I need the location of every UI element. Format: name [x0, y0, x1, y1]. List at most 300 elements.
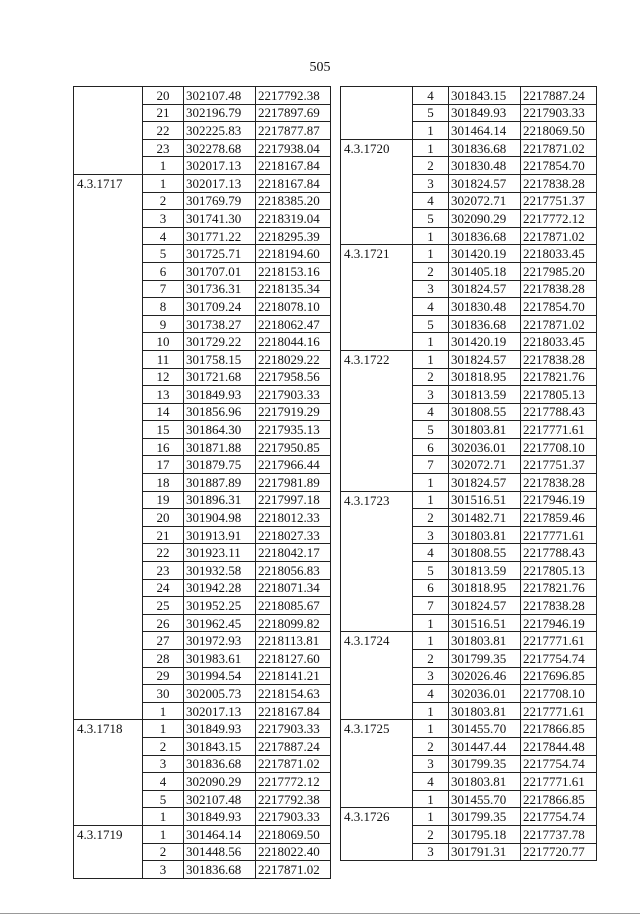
x-coordinate-cell: 302017.13	[184, 174, 256, 192]
table-row	[74, 790, 331, 808]
point-number-cell: 21	[143, 104, 184, 122]
y-coordinate-cell: 2217771.61	[521, 421, 597, 439]
point-number-cell: 21	[143, 526, 184, 544]
x-coordinate-cell: 302036.01	[449, 685, 521, 703]
y-coordinate-cell: 2218153.16	[256, 262, 331, 280]
table-row	[74, 333, 331, 351]
y-coordinate-cell: 2217844.48	[521, 737, 597, 755]
x-coordinate-cell: 301849.93	[184, 720, 256, 738]
y-coordinate-cell: 2218167.84	[256, 702, 331, 720]
x-coordinate-cell: 301942.28	[184, 579, 256, 597]
x-coordinate-cell: 301741.30	[184, 210, 256, 228]
point-number-cell: 3	[413, 386, 449, 404]
x-coordinate-cell: 301849.93	[449, 104, 521, 122]
parcel-id-cell	[74, 808, 143, 826]
y-coordinate-cell: 2217792.38	[256, 87, 331, 105]
parcel-id-cell	[74, 192, 143, 210]
coordinates-table-left	[73, 86, 331, 879]
point-number-cell: 2	[413, 262, 449, 280]
parcel-id-cell	[341, 544, 413, 562]
parcel-id-cell: 4.3.1720	[341, 139, 413, 157]
point-number-cell: 2	[413, 650, 449, 668]
point-number-cell: 5	[413, 104, 449, 122]
parcel-id-cell	[74, 737, 143, 755]
point-number-cell: 4	[143, 773, 184, 791]
x-coordinate-cell: 301836.68	[184, 861, 256, 879]
x-coordinate-cell: 301516.51	[449, 614, 521, 632]
point-number-cell: 25	[143, 597, 184, 615]
parcel-id-cell	[74, 579, 143, 597]
point-number-cell: 1	[143, 808, 184, 826]
point-number-cell: 4	[143, 227, 184, 245]
table-row	[341, 104, 597, 122]
table-row	[341, 526, 597, 544]
table-row	[341, 808, 597, 826]
point-number-cell: 4	[413, 544, 449, 562]
point-number-cell: 3	[413, 755, 449, 773]
table-row	[74, 614, 331, 632]
table-row	[341, 579, 597, 597]
table-row	[341, 843, 597, 861]
table-row	[74, 87, 331, 105]
parcel-id-cell	[74, 614, 143, 632]
y-coordinate-cell: 2218194.60	[256, 245, 331, 263]
point-number-cell: 4	[413, 773, 449, 791]
parcel-id-cell	[341, 790, 413, 808]
y-coordinate-cell: 2218141.21	[256, 667, 331, 685]
y-coordinate-cell: 2218099.82	[256, 614, 331, 632]
point-number-cell: 26	[143, 614, 184, 632]
y-coordinate-cell: 2218069.50	[521, 122, 597, 140]
parcel-id-cell: 4.3.1722	[341, 350, 413, 368]
point-number-cell: 3	[143, 210, 184, 228]
table-row	[341, 139, 597, 157]
x-coordinate-cell: 301729.22	[184, 333, 256, 351]
parcel-id-cell	[341, 614, 413, 632]
x-coordinate-cell: 301856.96	[184, 403, 256, 421]
parcel-id-cell	[74, 315, 143, 333]
parcel-id-cell	[341, 298, 413, 316]
parcel-id-cell	[74, 632, 143, 650]
parcel-id-cell	[74, 667, 143, 685]
point-number-cell: 13	[143, 386, 184, 404]
table-row	[341, 87, 597, 105]
table-row	[74, 843, 331, 861]
point-number-cell: 1	[413, 632, 449, 650]
x-coordinate-cell: 302090.29	[184, 773, 256, 791]
table-row	[341, 509, 597, 527]
table-row	[74, 157, 331, 175]
parcel-id-cell	[74, 421, 143, 439]
x-coordinate-cell: 301808.55	[449, 403, 521, 421]
y-coordinate-cell: 2218295.39	[256, 227, 331, 245]
table-row	[74, 210, 331, 228]
point-number-cell: 17	[143, 456, 184, 474]
x-coordinate-cell: 302225.83	[184, 122, 256, 140]
table-row	[341, 438, 597, 456]
x-coordinate-cell: 301972.93	[184, 632, 256, 650]
x-coordinate-cell: 302107.48	[184, 87, 256, 105]
x-coordinate-cell: 301405.18	[449, 262, 521, 280]
table-row	[74, 825, 331, 843]
point-number-cell: 1	[143, 720, 184, 738]
table-row	[74, 122, 331, 140]
x-coordinate-cell: 301824.57	[449, 597, 521, 615]
point-number-cell: 2	[143, 192, 184, 210]
parcel-id-cell	[341, 650, 413, 668]
x-coordinate-cell: 301818.95	[449, 368, 521, 386]
x-coordinate-cell: 301799.35	[449, 650, 521, 668]
table-row	[341, 368, 597, 386]
y-coordinate-cell: 2218056.83	[256, 562, 331, 580]
x-coordinate-cell: 301455.70	[449, 790, 521, 808]
parcel-id-cell	[341, 737, 413, 755]
y-coordinate-cell: 2217897.69	[256, 104, 331, 122]
point-number-cell: 5	[143, 245, 184, 263]
parcel-id-cell	[74, 650, 143, 668]
y-coordinate-cell: 2218033.45	[521, 333, 597, 351]
y-coordinate-cell: 2217859.46	[521, 509, 597, 527]
point-number-cell: 1	[143, 825, 184, 843]
y-coordinate-cell: 2217958.56	[256, 368, 331, 386]
x-coordinate-cell: 302196.79	[184, 104, 256, 122]
table-row	[341, 825, 597, 843]
table-row	[74, 755, 331, 773]
parcel-id-cell	[341, 685, 413, 703]
parcel-id-cell	[74, 526, 143, 544]
x-coordinate-cell: 301818.95	[449, 579, 521, 597]
point-number-cell: 1	[413, 702, 449, 720]
y-coordinate-cell: 2217788.43	[521, 403, 597, 421]
x-coordinate-cell: 302107.48	[184, 790, 256, 808]
y-coordinate-cell: 2217838.28	[521, 280, 597, 298]
x-coordinate-cell: 301482.71	[449, 509, 521, 527]
y-coordinate-cell: 2217887.24	[521, 87, 597, 105]
parcel-id-cell	[74, 245, 143, 263]
table-row	[341, 614, 597, 632]
point-number-cell: 4	[413, 192, 449, 210]
point-number-cell: 3	[413, 843, 449, 861]
y-coordinate-cell: 2217771.61	[521, 632, 597, 650]
x-coordinate-cell: 301799.35	[449, 755, 521, 773]
parcel-id-cell	[74, 368, 143, 386]
y-coordinate-cell: 2217887.24	[256, 737, 331, 755]
y-coordinate-cell: 2217696.85	[521, 667, 597, 685]
point-number-cell: 12	[143, 368, 184, 386]
table-row	[74, 667, 331, 685]
x-coordinate-cell: 301516.51	[449, 491, 521, 509]
table-row	[341, 667, 597, 685]
y-coordinate-cell: 2218154.63	[256, 685, 331, 703]
x-coordinate-cell: 301836.68	[449, 139, 521, 157]
y-coordinate-cell: 2217871.02	[521, 315, 597, 333]
y-coordinate-cell: 2217838.28	[521, 350, 597, 368]
table-row	[341, 650, 597, 668]
x-coordinate-cell: 301803.81	[449, 632, 521, 650]
parcel-id-cell	[341, 843, 413, 861]
y-coordinate-cell: 2218062.47	[256, 315, 331, 333]
point-number-cell: 1	[413, 720, 449, 738]
table-row	[341, 315, 597, 333]
table-row	[341, 227, 597, 245]
table-row	[341, 474, 597, 492]
y-coordinate-cell: 2217981.89	[256, 474, 331, 492]
y-coordinate-cell: 2218319.04	[256, 210, 331, 228]
parcel-id-cell	[341, 280, 413, 298]
parcel-id-cell: 4.3.1726	[341, 808, 413, 826]
x-coordinate-cell: 302017.13	[184, 157, 256, 175]
x-coordinate-cell: 302072.71	[449, 192, 521, 210]
parcel-id-cell	[341, 597, 413, 615]
point-number-cell: 2	[413, 737, 449, 755]
x-coordinate-cell: 301983.61	[184, 650, 256, 668]
table-row	[74, 139, 331, 157]
table-row	[341, 632, 597, 650]
parcel-id-cell	[74, 403, 143, 421]
x-coordinate-cell: 301803.81	[449, 773, 521, 791]
y-coordinate-cell: 2217871.02	[521, 139, 597, 157]
x-coordinate-cell: 301813.59	[449, 386, 521, 404]
table-row	[341, 192, 597, 210]
parcel-id-cell	[341, 562, 413, 580]
point-number-cell: 1	[413, 491, 449, 509]
x-coordinate-cell: 301843.15	[184, 737, 256, 755]
parcel-id-cell	[74, 139, 143, 157]
y-coordinate-cell: 2218012.33	[256, 509, 331, 527]
y-coordinate-cell: 2217821.76	[521, 368, 597, 386]
x-coordinate-cell: 301464.14	[449, 122, 521, 140]
y-coordinate-cell: 2218113.81	[256, 632, 331, 650]
parcel-id-cell	[341, 262, 413, 280]
parcel-id-cell	[74, 438, 143, 456]
table-row	[341, 702, 597, 720]
x-coordinate-cell: 301795.18	[449, 825, 521, 843]
point-number-cell: 2	[413, 368, 449, 386]
point-number-cell: 6	[413, 579, 449, 597]
table-row	[74, 421, 331, 439]
point-number-cell: 29	[143, 667, 184, 685]
table-row	[74, 368, 331, 386]
point-number-cell: 5	[143, 790, 184, 808]
y-coordinate-cell: 2217838.28	[521, 174, 597, 192]
table-row	[74, 562, 331, 580]
parcel-id-cell	[74, 157, 143, 175]
table-row	[74, 685, 331, 703]
table-row	[74, 104, 331, 122]
point-number-cell: 2	[143, 843, 184, 861]
y-coordinate-cell: 2217771.61	[521, 702, 597, 720]
point-number-cell: 1	[413, 227, 449, 245]
point-number-cell: 23	[143, 562, 184, 580]
table-row	[341, 403, 597, 421]
parcel-id-cell: 4.3.1725	[341, 720, 413, 738]
point-number-cell: 2	[413, 509, 449, 527]
point-number-cell: 18	[143, 474, 184, 492]
page-number: 505	[309, 60, 331, 75]
x-coordinate-cell: 301824.57	[449, 350, 521, 368]
parcel-id-cell: 4.3.1723	[341, 491, 413, 509]
y-coordinate-cell: 2218085.67	[256, 597, 331, 615]
parcel-id-cell	[74, 702, 143, 720]
x-coordinate-cell: 301447.44	[449, 737, 521, 755]
x-coordinate-cell: 301813.59	[449, 562, 521, 580]
y-coordinate-cell: 2217751.37	[521, 192, 597, 210]
y-coordinate-cell: 2217821.76	[521, 579, 597, 597]
parcel-id-cell	[341, 315, 413, 333]
point-number-cell: 1	[413, 245, 449, 263]
parcel-id-cell	[341, 227, 413, 245]
y-coordinate-cell: 2217877.87	[256, 122, 331, 140]
x-coordinate-cell: 301830.48	[449, 157, 521, 175]
table-row	[74, 720, 331, 738]
parcel-id-cell	[74, 122, 143, 140]
parcel-id-cell	[74, 843, 143, 861]
x-coordinate-cell: 301803.81	[449, 702, 521, 720]
x-coordinate-cell: 301771.22	[184, 227, 256, 245]
point-number-cell: 30	[143, 685, 184, 703]
y-coordinate-cell: 2217751.37	[521, 456, 597, 474]
parcel-id-cell	[74, 333, 143, 351]
x-coordinate-cell: 302017.13	[184, 702, 256, 720]
parcel-id-cell	[74, 298, 143, 316]
x-coordinate-cell: 301738.27	[184, 315, 256, 333]
x-coordinate-cell: 302005.73	[184, 685, 256, 703]
point-number-cell: 1	[413, 139, 449, 157]
y-coordinate-cell: 2217754.74	[521, 650, 597, 668]
parcel-id-cell	[74, 350, 143, 368]
table-row	[341, 174, 597, 192]
x-coordinate-cell: 302072.71	[449, 456, 521, 474]
x-coordinate-cell: 301836.68	[449, 315, 521, 333]
x-coordinate-cell: 301871.88	[184, 438, 256, 456]
x-coordinate-cell: 301843.15	[449, 87, 521, 105]
parcel-id-cell	[74, 386, 143, 404]
table-row	[341, 456, 597, 474]
parcel-id-cell	[74, 491, 143, 509]
table-row	[74, 861, 331, 879]
point-number-cell: 16	[143, 438, 184, 456]
point-number-cell: 10	[143, 333, 184, 351]
x-coordinate-cell: 302026.46	[449, 667, 521, 685]
table-row	[341, 298, 597, 316]
x-coordinate-cell: 301736.31	[184, 280, 256, 298]
table-row	[341, 790, 597, 808]
y-coordinate-cell: 2217903.33	[256, 720, 331, 738]
table-row	[74, 350, 331, 368]
parcel-id-cell	[341, 104, 413, 122]
point-number-cell: 15	[143, 421, 184, 439]
y-coordinate-cell: 2217772.12	[521, 210, 597, 228]
table-row	[74, 579, 331, 597]
parcel-id-cell	[341, 509, 413, 527]
y-coordinate-cell: 2218167.84	[256, 157, 331, 175]
table-row	[341, 333, 597, 351]
parcel-id-cell	[74, 861, 143, 879]
y-coordinate-cell: 2217946.19	[521, 614, 597, 632]
point-number-cell: 8	[143, 298, 184, 316]
y-coordinate-cell: 2217737.78	[521, 825, 597, 843]
parcel-id-cell	[74, 755, 143, 773]
parcel-id-cell	[341, 702, 413, 720]
y-coordinate-cell: 2217866.85	[521, 790, 597, 808]
y-coordinate-cell: 2217854.70	[521, 157, 597, 175]
table-row	[74, 315, 331, 333]
point-number-cell: 28	[143, 650, 184, 668]
x-coordinate-cell: 302090.29	[449, 210, 521, 228]
point-number-cell: 5	[413, 562, 449, 580]
parcel-id-cell	[341, 755, 413, 773]
parcel-id-cell	[341, 333, 413, 351]
y-coordinate-cell: 2217788.43	[521, 544, 597, 562]
point-number-cell: 7	[413, 597, 449, 615]
point-number-cell: 14	[143, 403, 184, 421]
y-coordinate-cell: 2217838.28	[521, 474, 597, 492]
y-coordinate-cell: 2217935.13	[256, 421, 331, 439]
parcel-id-cell	[341, 157, 413, 175]
point-number-cell: 2	[413, 825, 449, 843]
parcel-id-cell	[74, 104, 143, 122]
table-row	[74, 737, 331, 755]
point-number-cell: 20	[143, 87, 184, 105]
point-number-cell: 3	[413, 526, 449, 544]
table-row	[74, 491, 331, 509]
x-coordinate-cell: 301725.71	[184, 245, 256, 263]
x-coordinate-cell: 301824.57	[449, 280, 521, 298]
table-row	[341, 773, 597, 791]
y-coordinate-cell: 2218071.34	[256, 579, 331, 597]
parcel-id-cell	[341, 421, 413, 439]
x-coordinate-cell: 301887.89	[184, 474, 256, 492]
y-coordinate-cell: 2217919.29	[256, 403, 331, 421]
point-number-cell: 7	[413, 456, 449, 474]
x-coordinate-cell: 301769.79	[184, 192, 256, 210]
parcel-id-cell	[74, 544, 143, 562]
x-coordinate-cell: 302278.68	[184, 139, 256, 157]
x-coordinate-cell: 301420.19	[449, 333, 521, 351]
x-coordinate-cell: 301923.11	[184, 544, 256, 562]
table-row	[74, 650, 331, 668]
table-row	[74, 456, 331, 474]
y-coordinate-cell: 2217720.77	[521, 843, 597, 861]
parcel-id-cell	[341, 667, 413, 685]
y-coordinate-cell: 2217938.04	[256, 139, 331, 157]
y-coordinate-cell: 2217966.44	[256, 456, 331, 474]
point-number-cell: 3	[413, 280, 449, 298]
table-row	[341, 421, 597, 439]
table-row	[74, 403, 331, 421]
parcel-id-cell: 4.3.1718	[74, 720, 143, 738]
table-row	[74, 597, 331, 615]
point-number-cell: 4	[413, 685, 449, 703]
point-number-cell: 1	[143, 174, 184, 192]
point-number-cell: 4	[413, 403, 449, 421]
parcel-id-cell: 4.3.1721	[341, 245, 413, 263]
x-coordinate-cell: 301896.31	[184, 491, 256, 509]
table-row	[74, 773, 331, 791]
parcel-id-cell	[341, 210, 413, 228]
y-coordinate-cell: 2217866.85	[521, 720, 597, 738]
table-row	[341, 720, 597, 738]
parcel-id-cell: 4.3.1724	[341, 632, 413, 650]
parcel-id-cell	[74, 773, 143, 791]
point-number-cell: 1	[143, 702, 184, 720]
x-coordinate-cell: 301707.01	[184, 262, 256, 280]
point-number-cell: 5	[413, 210, 449, 228]
point-number-cell: 22	[143, 544, 184, 562]
y-coordinate-cell: 2218033.45	[521, 245, 597, 263]
y-coordinate-cell: 2217871.02	[256, 755, 331, 773]
parcel-id-cell: 4.3.1719	[74, 825, 143, 843]
